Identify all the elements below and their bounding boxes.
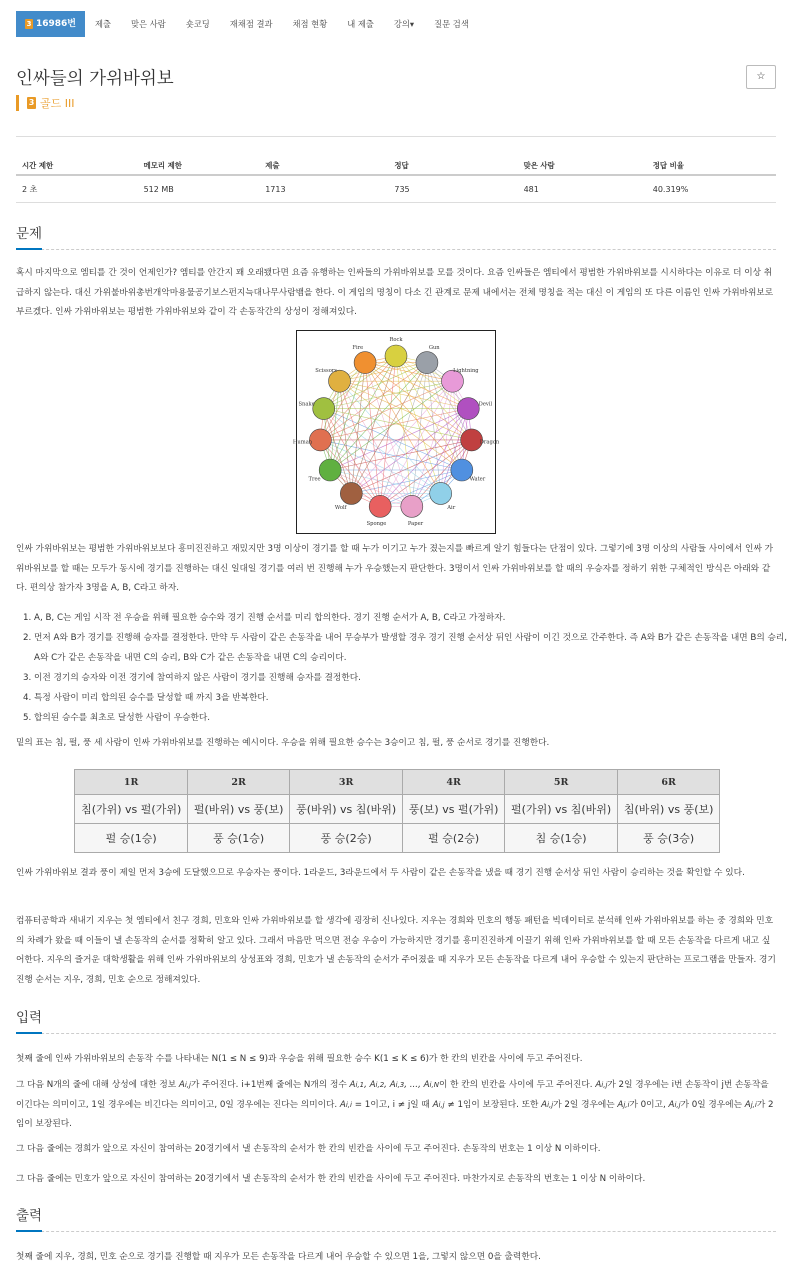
divider	[16, 136, 776, 137]
input-text: 가 2일 경우에는 i번 손동작이 j번 손동작을 이긴다는 의미이고, 1일 경우에는 비긴다는 의미이고, 0일 경우에는 진다는 의미이다.	[16, 1080, 769, 1110]
example-result-cell: 펄 승(2승)	[403, 824, 505, 853]
example-round-header: 5R	[504, 770, 617, 795]
diagram-link	[351, 356, 396, 493]
example-result-cell: 침 승(1승)	[504, 824, 617, 853]
page-title: 인싸들의 가위바위보	[16, 69, 174, 89]
example-match-cell: 풍(바위) vs 침(바위)	[289, 795, 402, 824]
output-section-header	[16, 1204, 776, 1232]
info-value[interactable]: 1713	[259, 175, 388, 203]
example-result-cell: 풍 승(3승)	[618, 824, 720, 853]
gesture-node	[309, 429, 331, 451]
gesture-node	[369, 495, 391, 517]
section-title-input: 입력	[16, 1006, 776, 1034]
problem-paragraph: 인싸 가위바위보 결과 풍이 제일 먼저 3승에 도달했으므로 우승자는 풍이다. 1라운드, 3라운드에서 두 사람이 같은 손동작을 냈을 때 경기 진행 순서상 뒤인 사람이 승리하는 것을 확인할 수 있다.	[16, 868, 745, 878]
input-paragraph: 그 다음 줄에는 민호가 앞으로 자신이 참여하는 20경기에서 낼 손동작의 순서가 한 칸의 빈칸을 사이에 두고 주어진다. 마찬가지로 손동작의 번호는 1 이상 N 이하이다.	[16, 1174, 646, 1184]
gesture-label: Wolf	[334, 505, 347, 512]
example-round-header: 6R	[618, 770, 720, 795]
tier-row	[16, 95, 74, 111]
problem-paragraph: 인싸 가위바위보는 평범한 가위바위보보다 흥미진진하고 재밌지만 3명 이상이 경기를 할 때 누가 이기고 누가 졌는지를 빠르게 알기 힘들다는 단점이 있다. 그렇기에 3명 이상의 사람들 사이에서 인싸 가위바위보를 할 때는 모두가 동시에 경기를 진행하는 대신 일대일 경기를 여러 번 진행해 누가 우승했는지 판단한다. 3명이서 인싸 가위바위보를 할 때의 우승자를 정하기 위한 구체적인 방식은 아래와 같다. 편의상 참가자 3명을 A, B, C라고 하자.	[16, 544, 773, 593]
star-button[interactable]: ☆	[746, 65, 776, 89]
example-round-header: 3R	[289, 770, 402, 795]
input-text: 가 주어진다. i+1번째 줄에는 N개의 정수	[190, 1080, 350, 1090]
gesture-label: Sponge	[366, 520, 387, 527]
example-round-header: 1R	[75, 770, 188, 795]
nav-status[interactable]: 채점 현황	[292, 19, 328, 29]
gesture-label: Tree	[308, 476, 321, 483]
problem-paragraph: 컴퓨터공학과 새내기 지우는 첫 엠티에서 친구 경희, 민호와 인싸 가위바위보를 할 생각에 굉장히 신나있다. 지우는 경희와 민호의 행동 패턴을 빅데이터로 분석해 인싸 가위바위보를 하는 중 경희와 민호의 차례가 왔을 때 이들이 낼 손동작의 순서를 정확히 알고 있다. 그래서 마음만 먹으면 전승 우승이 가능하지만 경기를 흥미진진하게 이끌기 위해 인싸 가위바위보를 할 때 모든 손동작을 다르게 내고 싶어한다. 지우의 즐거운 대학생활을 위해 인싸 가위바위보의 상성표와 경희, 민호가 낼 손동작의 순서가 주어졌을 때 지우가 모든 손동작을 다르게 내어 우승할 수 있는지 판단하는 프로그램을 만들자. 경기 진행 순서는 지우, 경희, 민호 순으로 정해져있다.	[16, 916, 776, 985]
rule-item: 2. 먼저 A와 B가 경기를 진행해 승자를 결정한다. 만약 두 사람이 같은 손동작을 내어 무승부가 발생할 경우 경기 진행 순서상 뒤인 사람이 이긴 것으로 간주한다. 즉 A와 B가 같은 손동작을 내면 B의 승리, A와 C가 같은 손동작을 내면 C의 승리, B와 C가 같은 손동작을 내면 C의 승리이다.	[34, 628, 794, 668]
diagram-link	[320, 440, 461, 470]
hand-gesture-diagram	[292, 330, 500, 534]
example-result-cell: 펄 승(1승)	[75, 824, 188, 853]
info-header: 제출	[259, 156, 388, 175]
info-value[interactable]: 481	[518, 175, 647, 203]
info-value: 512 MB	[138, 175, 260, 203]
rule-item: 3. 이전 경기의 승자와 이전 경기에 참여하지 않은 사람이 경기를 진행해 승자를 결정한다.	[34, 668, 794, 688]
example-result-cell: 풍 승(2승)	[289, 824, 402, 853]
example-match-cell: 풍(보) vs 펄(가위)	[403, 795, 505, 824]
gesture-node	[319, 459, 341, 481]
example-match-cell: 펄(바위) vs 풍(보)	[188, 795, 290, 824]
nav-solvers[interactable]: 맞은 사람	[131, 19, 166, 29]
gesture-node	[457, 398, 479, 420]
tier-icon: 3	[26, 20, 32, 28]
section-title-output: 출력	[16, 1204, 776, 1232]
rule-item: 1. A, B, C는 게임 시작 전 우승을 위해 필요한 승수와 경기 진행 순서를 미리 합의한다. 경기 진행 순서가 A, B, C라고 가정하자.	[34, 608, 794, 628]
problem-section-header	[16, 222, 776, 250]
input-text: 그 다음 N개의 줄에 대해 상성에 대한 정보	[16, 1080, 179, 1090]
info-header: 정답	[388, 156, 517, 175]
example-match-cell: 펄(가위) vs 침(바위)	[504, 795, 617, 824]
gesture-label: Water	[469, 476, 486, 483]
tier-label[interactable]: 골드 III	[40, 97, 75, 110]
gesture-node	[354, 352, 376, 374]
diagram-link	[427, 363, 441, 494]
gesture-node	[416, 352, 438, 374]
rule-item: 4. 특정 사람이 미리 합의된 승수를 달성할 때 까지 3을 반복한다.	[34, 688, 794, 708]
problem-paragraph: 밑의 표는 침, 펄, 풍 세 사람이 인싸 가위바위보를 진행하는 예시이다. 우승을 위해 필요한 승수는 3승이고 침, 펄, 풍 순서로 경기를 진행한다.	[16, 738, 550, 748]
gesture-label: Fire	[352, 345, 364, 352]
input-text: 가 0이고,	[629, 1099, 669, 1110]
output-paragraph: 첫째 줄에 지우, 경희, 민호 순으로 경기를 진행할 때 지우가 모든 손동작을 다르게 내어 우승할 수 있으면 1을, 그렇지 않으면 0을 출력한다.	[16, 1252, 541, 1262]
problem-menu	[16, 11, 776, 110]
example-round-header: 4R	[403, 770, 505, 795]
problem-paragraph: 혹시 마지막으로 엠티를 간 것이 언제인가? 엠티를 안간지 꽤 오래됐다면 요즘 유행하는 인싸들의 가위바위보를 모를 것이다. 요즘 인싸들은 엠티에서 평범한 가위바위보를 시시하다는 이유로 더 이상 취급하지 않는다. 대신 가위불바위총번개악마용물공기보스펀지늑대나무사람뱀을 한다. 이 게임의 명칭이 다소 긴 관계로 문제 내에서는 전체 명칭을 적는 대신 이 게임의 또 다른 이름인 인싸 가위바위보로 부르겠다. 인싸 가위바위보는 평범한 가위바위보와 같이 각 손동작간의 상성이 정해져있다.	[16, 268, 774, 317]
section-title-problem: 문제	[16, 222, 776, 250]
info-value: 2 초	[16, 175, 138, 203]
nav-question-search[interactable]: 질문 검색	[434, 19, 469, 29]
gesture-label: Gun	[428, 345, 440, 352]
gesture-node	[340, 482, 362, 504]
info-header: 맞은 사람	[518, 156, 647, 175]
problem-info-table	[16, 156, 776, 203]
input-paragraph-matrix: 그 다음 N개의 줄에 대해 상성에 대한 정보 Ai,j가 주어진다. i+1번째 줄에는 N개의 정수 Ai,1, Ai,2, Ai,3, ..., Ai,N이 한 칸의 빈칸을 사이에 두고 주어진다. Ai,j가 2일 경우에는 i번 손동작이 j번 손동작을 이긴다는 의미이고, 1일 경우에는 비긴다는 의미이고, 0일 경우에는 진다는 의미이다. Ai,i = 1이고, i ≠ j일 때 Ai,j ≠ 1임이 보장된다. 또한 Ai,j가 2일 경우에는 Aj,i가 0이고, Ai,j가 0일 경우에는 Aj,i가 2임이 보장된다.	[16, 1080, 774, 1129]
info-header: 정답 비율	[647, 156, 776, 175]
diagram-svg	[292, 331, 500, 533]
info-header: 메모리 제한	[138, 156, 260, 175]
info-header: 시간 제한	[16, 156, 138, 175]
example-match-cell: 침(가위) vs 펄(가위)	[75, 795, 188, 824]
input-text: 가 2일 경우에는	[553, 1099, 618, 1110]
nav-submit[interactable]: 제출	[95, 19, 112, 29]
nav-my-submissions[interactable]: 내 제출	[347, 19, 374, 29]
gesture-node	[430, 482, 452, 504]
example-match-cell: 침(바위) vs 풍(보)	[618, 795, 720, 824]
input-paragraph: 첫째 줄에 인싸 가위바위보의 손동작 수를 나타내는 N(1 ≤ N ≤ 9)과 우승을 위해 필요한 승수 K(1 ≤ K ≤ 6)가 한 칸의 빈칸을 사이에 두고 주어진다.	[16, 1054, 583, 1064]
gesture-label: Air	[447, 505, 456, 512]
nav-lectures-dropdown[interactable]: 강의▾	[393, 19, 415, 29]
input-text: = 1이고, i ≠ j일 때	[351, 1099, 433, 1110]
nav-rejudge[interactable]: 재채점 결과	[229, 19, 273, 29]
gesture-label: Scissors	[315, 367, 338, 374]
gesture-label: Paper	[407, 520, 424, 527]
gesture-node	[313, 398, 335, 420]
input-text: 가 2임이 보장된다.	[16, 1099, 774, 1129]
input-paragraph: 그 다음 줄에는 경희가 앞으로 자신이 참여하는 20경기에서 낼 손동작의 순서가 한 칸의 빈칸을 사이에 두고 주어진다. 손동작의 번호는 1 이상 N 이하이다.	[16, 1144, 601, 1154]
rule-item: 5. 합의된 승수를 최초로 달성한 사람이 우승한다.	[34, 708, 794, 728]
gesture-label: Dragon	[479, 439, 500, 446]
gesture-label: Lightning	[453, 367, 479, 374]
example-table	[74, 769, 720, 853]
gesture-label: Devil	[478, 401, 493, 408]
nav-short-coding[interactable]: 숏코딩	[185, 19, 210, 29]
input-text: 이 한 칸의 빈칸을 사이에 두고 주어진다.	[438, 1080, 596, 1090]
problem-id-tab[interactable]	[16, 11, 85, 37]
gesture-node	[385, 345, 407, 367]
gesture-node	[401, 495, 423, 517]
gesture-label: Rock	[389, 337, 403, 343]
input-section-header	[16, 1006, 776, 1034]
gold-tier-icon: 3	[28, 98, 35, 107]
info-value: 40.319%	[647, 175, 776, 203]
diagram-link	[330, 440, 471, 470]
rules-list	[16, 608, 794, 728]
example-round-header: 2R	[188, 770, 290, 795]
example-result-cell: 풍 승(1승)	[188, 824, 290, 853]
input-text: 가 0일 경우에는	[680, 1099, 745, 1110]
gesture-label: Snake	[298, 401, 315, 408]
problem-id-label: 16986번	[36, 19, 77, 29]
input-text: ≠ 1임이 보장된다. 또한	[444, 1099, 542, 1110]
diagram-link	[351, 363, 365, 494]
gesture-label: Human	[292, 439, 313, 446]
info-value[interactable]: 735	[388, 175, 517, 203]
diagram-link	[396, 356, 441, 493]
